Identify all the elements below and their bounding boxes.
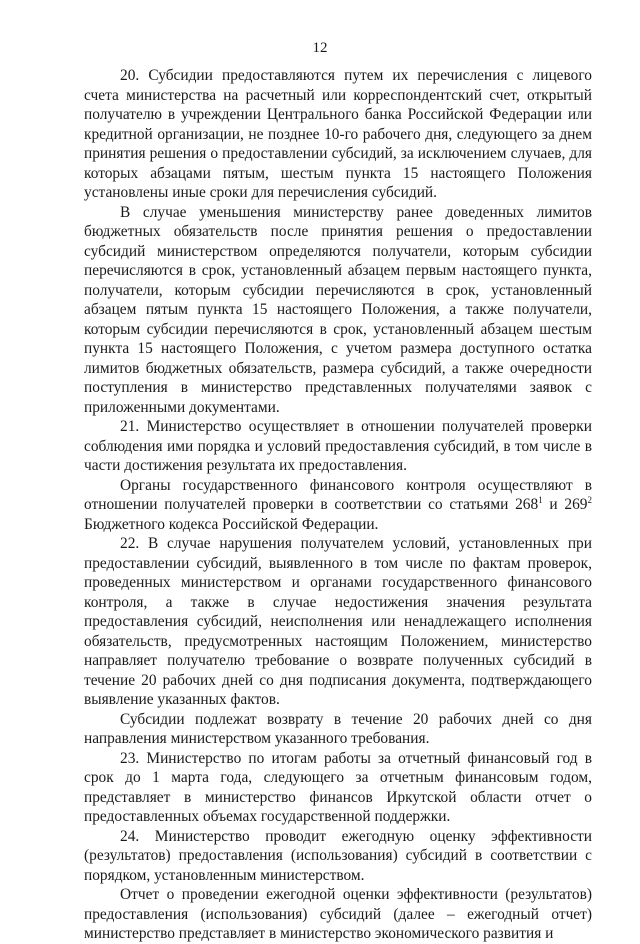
paragraph-23: 23. Министерство по итогам работы за отчетный финансовый год в срок до 1 марта года, следующего за отчетным финансовым годом, представляет в министерство финансов Иркутской области отчет о предоставленных объемах государственной поддержки.: [84, 749, 592, 825]
article-268-superscript: 1: [538, 495, 543, 505]
paragraph-financial-control-text-end: Бюджетного кодекса Российской Федерации.: [84, 515, 379, 533]
paragraph-financial-control: [84, 476, 592, 535]
article-269-superscript: 2: [587, 495, 592, 505]
paragraph-limits-reduction: В случае уменьшения министерству ранее доведенных лимитов бюджетных обязательств после принятия решения о предоставлении субсидий министерством определяются получатели, которым субсидии перечисляются в срок, установленный абзацем первым настоящего пункта, получатели, которым субсидии перечисляются в срок, установленный абзацем пятым пункта 15 настоящего Положения, а также получатели, которым субсидии перечисляются в срок, установленный абзацем шестым пункта 15 настоящего Положения, с учетом размера доступного остатка лимитов бюджетных обязательств, размера субсидий, а также очередности поступления в министерство представленных получателями заявок с приложенными документами.: [84, 203, 592, 416]
paragraph-22: 22. В случае нарушения получателем условий, установленных при предоставлении субсидий, выявленного в том числе по фактам проверок, проведенных министерством и органами государственного финансового контроля, а также в случае недостижения значения результата предоставления субсидий, неисполнения или ненадлежащего исполнения обязательств, предусмотренных настоящим Положением, министерство направляет получателю требование о возврате полученных субсидий в течение 20 рабочих дней со дня подписания документа, подтверждающего выявление указанных фактов.: [84, 535, 592, 708]
paragraph-financial-control-text-mid: и 269: [542, 496, 588, 513]
document-body: [84, 66, 592, 944]
paragraph-subsidy-return: Субсидии подлежат возврату в течение 20 рабочих дней со дня направления министерством указанного требования.: [84, 710, 592, 747]
paragraph-24: 24. Министерство проводит ежегодную оценку эффективности (результатов) предоставления (использования) субсидий в соответствии с порядком, установленным министерством.: [84, 827, 592, 884]
paragraph-20: 20. Субсидии предоставляются путем их перечисления с лицевого счета министерства на расчетный или корреспондентский счет, открытый получателю в учреждении Центрального банка Российской Федерации или кредитной организации, не позднее 10-го рабочего дня, следующего за днем принятия решения о предоставлении субсидий, за исключением случаев, для которых абзацами пятым, шестым пункта 15 настоящего Положения установлены иные сроки для перечисления субсидий.: [84, 67, 592, 201]
paragraph-21: 21. Министерство осуществляет в отношении получателей проверки соблюдения ими порядка и условий предоставления субсидий, в том числе в части достижения результата их предоставления.: [84, 418, 592, 474]
paragraph-financial-control-text-start: Органы государственного финансового контроля осуществляют в отношении получателей проверки в соответствии со статьями 268: [84, 476, 592, 513]
paragraph-annual-report: Отчет о проведении ежегодной оценки эффективности (результатов) предоставления (использования) субсидий (далее – ежегодный отчет) министерство представляет в министерство экономического развития и: [84, 886, 592, 942]
page-number: 12: [312, 40, 328, 56]
